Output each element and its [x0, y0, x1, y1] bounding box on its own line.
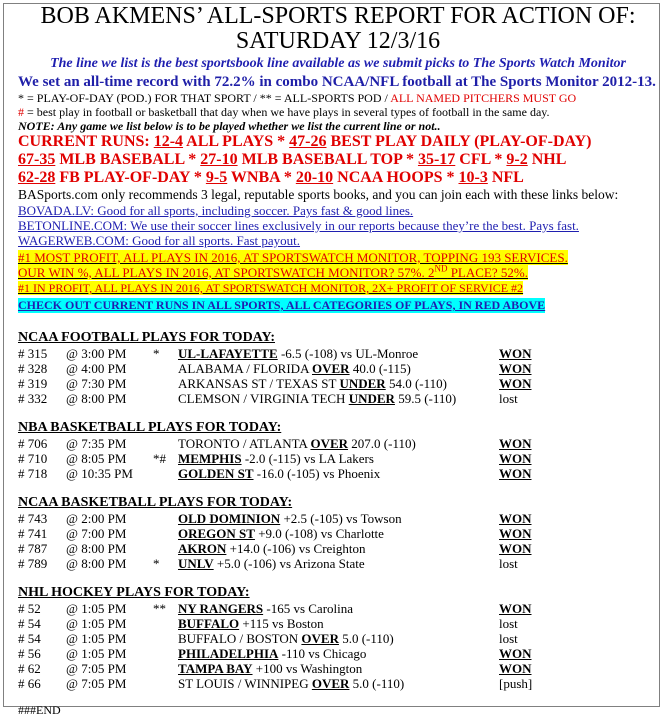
game-time: @ 2:00 PM: [66, 511, 127, 526]
record-line: We set an all-time record with 72.2% in combo NCAA/NFL football at The Sports Monitor 2012-13.: [18, 74, 656, 90]
result-label: WON: [499, 451, 532, 466]
play-row: [18, 376, 658, 391]
play-row: [18, 511, 658, 526]
pick-prefix: CLEMSON / VIRGINIA TECH: [178, 391, 349, 406]
pick-text: [178, 556, 365, 571]
rotation-number: # 54: [18, 616, 41, 631]
highlight-line-3: [18, 280, 658, 296]
pick-selection: UNLV: [178, 556, 214, 571]
run-text: MLB BASEBALL *: [55, 151, 201, 168]
report-title: BOB AKMENS’ ALL-SPORTS REPORT FOR ACTION OF:: [40, 3, 636, 29]
run-text: ALL PLAYS *: [183, 133, 290, 150]
runs-line-3: [18, 169, 658, 187]
pick-text: [178, 376, 447, 391]
run-text: NCAA HOOPS *: [333, 169, 459, 186]
result-label: WON: [499, 361, 532, 376]
pick-text: [178, 631, 394, 646]
highlight-line-4: [18, 296, 658, 314]
section-title: NCAA FOOTBALL PLAYS FOR TODAY:: [18, 330, 275, 345]
pick-prefix: TORONTO / ATLANTA: [178, 436, 311, 451]
play-row: [18, 616, 658, 631]
play-list: [18, 601, 658, 691]
section-nhl: [18, 585, 658, 691]
pick-selection: OVER: [311, 676, 350, 691]
run-mlb: 67-35: [18, 151, 56, 168]
play-row: [18, 346, 658, 361]
pick-line: 5.0 (-110): [338, 631, 394, 646]
game-time: @ 4:00 PM: [66, 361, 127, 376]
runs-line-2: [18, 151, 658, 169]
play-marker: *: [153, 346, 160, 361]
run-ncaa-hoops: 20-10: [295, 169, 334, 186]
run-text: FB PLAY-OF-DAY *: [55, 169, 206, 186]
report-date: SATURDAY 12/3/16: [235, 28, 441, 54]
rotation-number: # 741: [18, 526, 48, 541]
pick-text: [178, 601, 353, 616]
play-row: [18, 601, 658, 616]
rotation-number: # 710: [18, 451, 48, 466]
result-label: lost: [499, 556, 518, 571]
pick-line: -165 vs Carolina: [263, 601, 354, 616]
bovada-link[interactable]: BOVADA.LV: Good for all sports, including soccer. Pays fast & good lines.: [18, 203, 414, 218]
result-label: WON: [499, 646, 532, 661]
pick-selection: TAMPA BAY: [178, 661, 253, 676]
rotation-number: # 743: [18, 511, 48, 526]
play-row: [18, 541, 658, 556]
note-line: NOTE: Any game we list below is to be played whether we list the current line or not..: [18, 119, 441, 133]
game-time: @ 1:05 PM: [66, 616, 127, 631]
run-text: WNBA *: [227, 169, 296, 186]
rotation-number: # 706: [18, 436, 48, 451]
play-row: [18, 661, 658, 676]
game-time: @ 7:35 PM: [66, 436, 127, 451]
pick-text: [178, 661, 362, 676]
pick-line: 5.0 (-110): [349, 676, 405, 691]
result-label: WON: [499, 376, 532, 391]
line-note: The line we list is the best sportsbook line available as we submit picks to The Sports Watch Monitor: [50, 56, 626, 71]
pick-line: +100 vs Washington: [252, 661, 363, 676]
game-time: @ 7:05 PM: [66, 661, 127, 676]
play-row: [18, 646, 658, 661]
legend-line-2: [18, 105, 658, 119]
end-marker: ###END: [18, 703, 61, 717]
play-list: [18, 511, 658, 571]
pick-selection: UL-LAFAYETTE: [178, 346, 278, 361]
pick-line: +5.0 (-106) vs Arizona State: [213, 556, 365, 571]
play-row: [18, 391, 658, 406]
rotation-number: # 789: [18, 556, 48, 571]
win-pct-text: [18, 265, 528, 280]
rotation-number: # 787: [18, 541, 48, 556]
pick-text: [178, 346, 418, 361]
section-ncaa-basketball: [18, 495, 658, 571]
rotation-number: # 315: [18, 346, 48, 361]
books-intro: BASports.com only recommends 3 legal, reputable sports books, and you can join each with these links below:: [18, 187, 619, 202]
pick-text: [178, 541, 366, 556]
play-marker: *#: [153, 451, 166, 466]
play-row: [18, 631, 658, 646]
pick-line: +115 vs Boston: [239, 616, 324, 631]
result-label: WON: [499, 541, 532, 556]
hash-symbol: #: [18, 105, 24, 119]
play-marker: **: [153, 601, 166, 616]
pick-line: 59.5 (-110): [394, 391, 457, 406]
result-label: WON: [499, 466, 532, 481]
rotation-number: # 56: [18, 646, 41, 661]
most-profit-text: #1 MOST PROFIT, ALL PLAYS IN 2016, AT SPORTSWATCH MONITOR, TOPPING 193 SERVICES.: [18, 250, 568, 265]
pick-line: -6.5 (-108) vs UL-Monroe: [277, 346, 419, 361]
run-text: NFL: [487, 169, 524, 186]
run-text: BEST PLAY DAILY (PLAY-OF-DAY): [326, 133, 592, 150]
run-mlb-top: 27-10: [200, 151, 238, 168]
play-list: [18, 346, 658, 406]
result-label: WON: [499, 661, 532, 676]
section-nba: [18, 420, 658, 481]
result-label: WON: [499, 436, 532, 451]
game-time: @ 8:00 PM: [66, 391, 127, 406]
pick-line: +2.5 (-105) vs Towson: [280, 511, 402, 526]
run-text: MLB BASEBALL TOP *: [237, 151, 418, 168]
game-time: @ 3:00 PM: [66, 346, 127, 361]
pick-line: +14.0 (-106) vs Creighton: [226, 541, 366, 556]
pick-selection: OVER: [301, 631, 339, 646]
run-text: CFL *: [455, 151, 507, 168]
ordinal-suffix: ND: [434, 263, 448, 274]
pick-selection: OVER: [312, 361, 350, 376]
pick-text: [178, 451, 374, 466]
rotation-number: # 332: [18, 391, 48, 406]
rotation-number: # 328: [18, 361, 48, 376]
pick-selection: OREGON ST: [178, 526, 255, 541]
check-runs-banner: CHECK OUT CURRENT RUNS IN ALL SPORTS, ALL CATEGORIES OF PLAYS, IN RED ABOVE: [18, 298, 546, 312]
pick-selection: OVER: [310, 436, 349, 451]
game-time: @ 8:05 PM: [66, 451, 127, 466]
legend-line-1: [18, 91, 658, 105]
result-label: [push]: [499, 676, 533, 691]
legend-text: * = PLAY-OF-DAY (POD.) FOR THAT SPORT / ** = ALL-SPORTS POD /: [18, 91, 391, 105]
runs-label: CURRENT RUNS:: [18, 133, 154, 150]
pick-selection: AKRON: [178, 541, 227, 556]
section-title: NCAA BASKETBALL PLAYS FOR TODAY:: [18, 495, 293, 510]
pick-text: [178, 616, 324, 631]
highlight-line-1: [18, 250, 658, 265]
pick-selection: BUFFALO: [178, 616, 240, 631]
result-label: WON: [499, 346, 532, 361]
section-ncaa-football: [18, 330, 658, 406]
profit-text: #1 IN PROFIT, ALL PLAYS IN 2016, AT SPORTSWATCH MONITOR, 2X+ PROFIT OF SERVICE #2: [18, 281, 524, 295]
play-marker: *: [153, 556, 160, 571]
pick-selection: NY RANGERS: [178, 601, 264, 616]
pick-text: [178, 466, 380, 481]
pick-selection: GOLDEN ST: [178, 466, 254, 481]
rotation-number: # 62: [18, 661, 41, 676]
pick-line: -110 vs Chicago: [278, 646, 367, 661]
pick-line: 40.0 (-115): [349, 361, 411, 376]
game-time: @ 8:00 PM: [66, 541, 127, 556]
run-best-play: 47-26: [289, 133, 327, 150]
play-row: [18, 451, 658, 466]
pick-line: 54.0 (-110): [385, 376, 447, 391]
pick-prefix: ST LOUIS / WINNIPEG: [178, 676, 312, 691]
run-nfl: 10-3: [458, 169, 488, 186]
game-time: @ 1:05 PM: [66, 601, 127, 616]
win-pct-a: OUR WIN %, ALL PLAYS IN 2016, AT SPORTSWATCH MONITOR? 57%. 2: [18, 265, 435, 280]
result-label: lost: [499, 391, 518, 406]
pick-selection: UNDER: [339, 376, 386, 391]
play-row: [18, 466, 658, 481]
result-label: WON: [499, 526, 532, 541]
play-row: [18, 526, 658, 541]
run-fb-pod: 62-28: [18, 169, 56, 186]
play-row: [18, 556, 658, 571]
pick-line: 207.0 (-110): [348, 436, 416, 451]
section-title: NBA BASKETBALL PLAYS FOR TODAY:: [18, 420, 282, 435]
pick-text: [178, 511, 402, 526]
game-time: @ 7:00 PM: [66, 526, 127, 541]
pick-text: [178, 646, 366, 661]
win-pct-b: PLACE? 52%.: [447, 265, 528, 280]
pick-selection: OLD DOMINION: [178, 511, 281, 526]
rotation-number: # 718: [18, 466, 48, 481]
pick-text: [178, 676, 404, 691]
run-nhl: 9-2: [506, 151, 528, 168]
run-cfl: 35-17: [417, 151, 456, 168]
pick-text: [178, 361, 411, 376]
rotation-number: # 66: [18, 676, 41, 691]
report-body: [18, 4, 658, 717]
pick-selection: MEMPHIS: [178, 451, 242, 466]
pick-selection: PHILADELPHIA: [178, 646, 279, 661]
pick-selection: UNDER: [348, 391, 395, 406]
play-row: [18, 676, 658, 691]
pick-prefix: BUFFALO / BOSTON: [178, 631, 302, 646]
result-label: WON: [499, 511, 532, 526]
game-time: @ 10:35 PM: [66, 466, 133, 481]
pitchers-note: ALL NAMED PITCHERS MUST GO: [390, 91, 577, 105]
highlight-line-2: [18, 265, 658, 280]
betonline-link[interactable]: BETONLINE.COM: We use their soccer lines exclusively in our reports because they’re the best. Pays fast.: [18, 218, 579, 233]
game-time: @ 1:05 PM: [66, 631, 127, 646]
pick-line: +9.0 (-108) vs Charlotte: [254, 526, 384, 541]
run-all-plays: 12-4: [153, 133, 184, 150]
pick-prefix: ARKANSAS ST / TEXAS ST: [178, 376, 340, 391]
rotation-number: # 52: [18, 601, 41, 616]
runs-line-1: [18, 133, 658, 151]
pick-line: -16.0 (-105) vs Phoenix: [253, 466, 381, 481]
game-time: @ 1:05 PM: [66, 646, 127, 661]
game-time: @ 7:30 PM: [66, 376, 127, 391]
game-time: @ 8:00 PM: [66, 556, 127, 571]
pick-prefix: ALABAMA / FLORIDA: [178, 361, 312, 376]
wagerweb-link[interactable]: WAGERWEB.COM: Good for all sports. Fast payout.: [18, 233, 301, 248]
run-wnba: 9-5: [205, 169, 228, 186]
run-text: NHL: [527, 151, 567, 168]
result-label: lost: [499, 631, 518, 646]
pick-text: [178, 391, 456, 406]
pick-line: -2.0 (-115) vs LA Lakers: [241, 451, 374, 466]
play-row: [18, 436, 658, 451]
play-row: [18, 361, 658, 376]
game-time: @ 7:05 PM: [66, 676, 127, 691]
play-list: [18, 436, 658, 481]
rotation-number: # 319: [18, 376, 48, 391]
hash-legend: = best play in football or basketball that day when we have plays in several types of football in the same day.: [24, 105, 550, 119]
result-label: lost: [499, 616, 518, 631]
pick-text: [178, 436, 416, 451]
pick-text: [178, 526, 384, 541]
section-title: NHL HOCKEY PLAYS FOR TODAY:: [18, 585, 250, 600]
rotation-number: # 54: [18, 631, 41, 646]
result-label: WON: [499, 601, 532, 616]
